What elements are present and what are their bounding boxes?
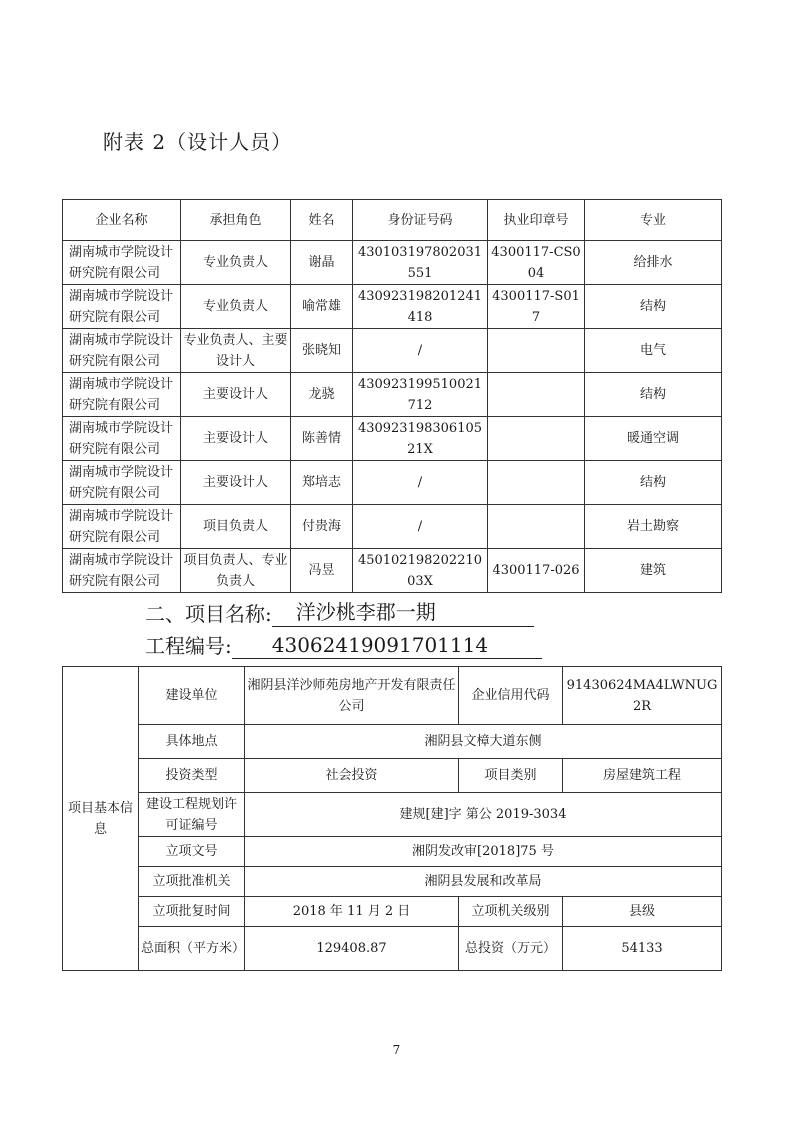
table-row — [63, 417, 722, 461]
page-number: 7 — [392, 1043, 401, 1057]
project-code-line — [145, 630, 542, 659]
cell-name: 喻常雄 — [291, 285, 353, 329]
cell-role: 专业负责人 — [181, 241, 291, 285]
table-row — [63, 505, 722, 549]
investment-type-label: 投资类型 — [139, 759, 245, 793]
credit-code-value: 91430624MA4LWNUG2R — [563, 667, 722, 725]
approval-date-value: 2018 年 11 月 2 日 — [245, 897, 459, 927]
info-row-approval-doc — [63, 837, 722, 867]
cell-role: 专业负责人 — [181, 285, 291, 329]
builder-label: 建设单位 — [139, 667, 245, 725]
project-info-table — [62, 666, 722, 971]
table-row — [63, 329, 722, 373]
cell-specialty: 岩土勘察 — [585, 505, 722, 549]
cell-role: 主要设计人 — [181, 417, 291, 461]
project-name-line — [145, 596, 534, 627]
cell-company: 湖南城市学院设计研究院有限公司 — [63, 241, 181, 285]
cell-company: 湖南城市学院设计研究院有限公司 — [63, 373, 181, 417]
cell-specialty: 结构 — [585, 373, 722, 417]
cell-seal-number: 4300117-CS004 — [488, 241, 585, 285]
cell-specialty: 电气 — [585, 329, 722, 373]
cell-role: 项目负责人、专业负责人 — [181, 549, 291, 593]
cell-id-number: / — [353, 329, 488, 373]
cell-specialty: 结构 — [585, 461, 722, 505]
info-row-builder — [63, 667, 722, 725]
cell-role: 主要设计人 — [181, 461, 291, 505]
project-code-label: 工程编号: — [145, 634, 232, 658]
cell-name: 付贵海 — [291, 505, 353, 549]
staff-table-body — [63, 241, 722, 593]
cell-id-number: 430923199510021712 — [353, 373, 488, 417]
cell-company: 湖南城市学院设计研究院有限公司 — [63, 329, 181, 373]
cell-id-number: / — [353, 505, 488, 549]
cell-id-number: 430103197802031551 — [353, 241, 488, 285]
cell-name: 谢晶 — [291, 241, 353, 285]
project-code-value: 43062419091701114 — [232, 633, 542, 659]
cell-seal-number — [488, 417, 585, 461]
permit-value: 建规[建]字 第公 2019-3034 — [245, 793, 722, 837]
cell-id-number: 430923198201241418 — [353, 285, 488, 329]
header-company: 企业名称 — [63, 200, 181, 241]
info-row-investment-type — [63, 759, 722, 793]
header-seal-number: 执业印章号 — [488, 200, 585, 241]
cell-role: 专业负责人、主要设计人 — [181, 329, 291, 373]
info-row-area — [63, 927, 722, 971]
approval-org-value: 湘阴县发展和改革局 — [245, 867, 722, 897]
project-category-label: 项目类别 — [459, 759, 563, 793]
cell-seal-number — [488, 329, 585, 373]
approval-date-label: 立项批复时间 — [139, 897, 245, 927]
cell-seal-number — [488, 505, 585, 549]
project-category-value: 房屋建筑工程 — [563, 759, 722, 793]
cell-role: 主要设计人 — [181, 373, 291, 417]
cell-name: 郑培志 — [291, 461, 353, 505]
header-name: 姓名 — [291, 200, 353, 241]
cell-seal-number: 4300117-S017 — [488, 285, 585, 329]
total-area-label: 总面积（平方米） — [139, 927, 245, 971]
builder-value: 湘阴县洋沙师苑房地产开发有限责任公司 — [245, 667, 459, 725]
header-role: 承担角色 — [181, 200, 291, 241]
investment-type-value: 社会投资 — [245, 759, 459, 793]
cell-company: 湖南城市学院设计研究院有限公司 — [63, 505, 181, 549]
approval-doc-label: 立项文号 — [139, 837, 245, 867]
info-row-approval-org — [63, 867, 722, 897]
total-area-value: 129408.87 — [245, 927, 459, 971]
project-name-value: 洋沙桃李郡一期 — [272, 596, 534, 627]
approval-org-label: 立项批准机关 — [139, 867, 245, 897]
info-group-label: 项目基本信息 — [63, 667, 139, 971]
cell-id-number: 45010219820221003X — [353, 549, 488, 593]
cell-company: 湖南城市学院设计研究院有限公司 — [63, 417, 181, 461]
cell-specialty: 结构 — [585, 285, 722, 329]
approval-doc-value: 湘阴发改审[2018]75 号 — [245, 837, 722, 867]
info-row-permit — [63, 793, 722, 837]
project-name-label: 二、项目名称: — [145, 602, 272, 626]
cell-seal-number: 4300117-026 — [488, 549, 585, 593]
location-value: 湘阴县文樟大道东侧 — [245, 725, 722, 759]
table-row — [63, 373, 722, 417]
cell-company: 湖南城市学院设计研究院有限公司 — [63, 549, 181, 593]
cell-specialty: 给排水 — [585, 241, 722, 285]
cell-id-number: / — [353, 461, 488, 505]
header-id-number: 身份证号码 — [353, 200, 488, 241]
org-level-label: 立项机关级别 — [459, 897, 563, 927]
cell-specialty: 建筑 — [585, 549, 722, 593]
info-row-location — [63, 725, 722, 759]
cell-specialty: 暖通空调 — [585, 417, 722, 461]
staff-table — [62, 199, 722, 593]
org-level-value: 县级 — [563, 897, 722, 927]
cell-name: 龙骁 — [291, 373, 353, 417]
cell-name: 陈善情 — [291, 417, 353, 461]
staff-table-header-row — [63, 200, 722, 241]
cell-name: 张晓知 — [291, 329, 353, 373]
permit-label: 建设工程规划许可证编号 — [139, 793, 245, 837]
table-row — [63, 285, 722, 329]
total-investment-value: 54133 — [563, 927, 722, 971]
credit-code-label: 企业信用代码 — [459, 667, 563, 725]
total-investment-label: 总投资（万元） — [459, 927, 563, 971]
cell-seal-number — [488, 373, 585, 417]
location-label: 具体地点 — [139, 725, 245, 759]
table-row — [63, 241, 722, 285]
cell-name: 冯昱 — [291, 549, 353, 593]
table-row — [63, 549, 722, 593]
info-row-approval-date — [63, 897, 722, 927]
cell-seal-number — [488, 461, 585, 505]
table-row — [63, 461, 722, 505]
cell-company: 湖南城市学院设计研究院有限公司 — [63, 285, 181, 329]
header-specialty: 专业 — [585, 200, 722, 241]
page-heading: 附表 2（设计人员） — [103, 130, 293, 154]
cell-company: 湖南城市学院设计研究院有限公司 — [63, 461, 181, 505]
cell-id-number: 43092319830610521X — [353, 417, 488, 461]
cell-role: 项目负责人 — [181, 505, 291, 549]
